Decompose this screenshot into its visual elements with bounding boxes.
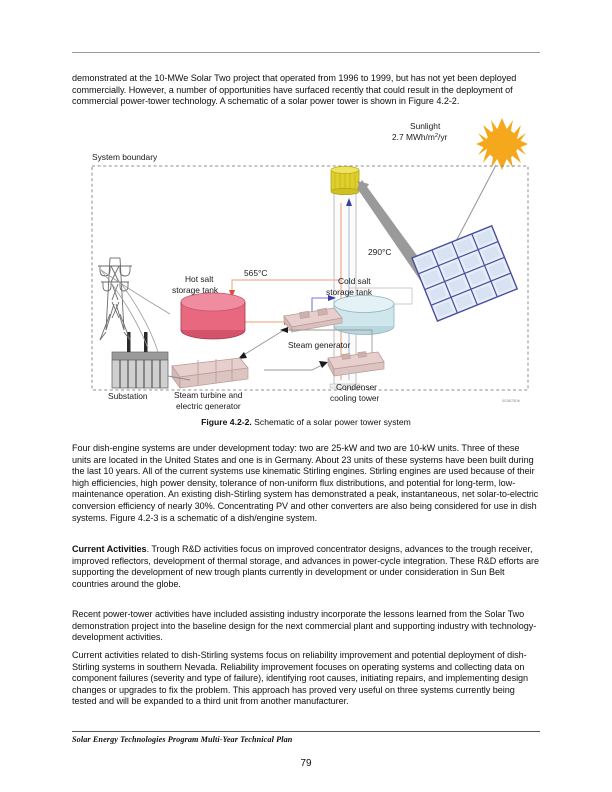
label-steam-generator: Steam generator (288, 340, 351, 350)
figure-solar-power-tower (72, 118, 540, 410)
figure-caption (72, 417, 540, 427)
current-activities-heading: Current Activities (72, 544, 147, 554)
paragraph-intro: demonstrated at the 10-MWe Solar Two project that operated from 1996 to 1999, but has not yet been deployed commercially. However, a number of opportunities have surfaced recently that could result in the deployment of commercial power-tower technology. A schematic of a solar power tower is shown in Figure 4.2-2. (72, 73, 517, 107)
label-condenser-2: cooling tower (330, 393, 380, 403)
hot-salt-storage-tank (181, 293, 245, 339)
label-turbine-1: Steam turbine and (174, 390, 243, 400)
label-cold-salt-2: storage tank (326, 287, 373, 297)
label-sunlight: Sunlight (410, 121, 441, 131)
steam-turbine-generator (172, 358, 248, 388)
label-hot-salt-2: storage tank (172, 285, 219, 295)
label-temp-hot: 565°C (244, 268, 268, 278)
label-system-boundary: System boundary (92, 152, 158, 162)
cold-salt-storage-tank (334, 296, 394, 335)
header-divider (72, 52, 540, 53)
paragraph-power-tower-activities: Recent power-tower activities have included assisting industry incorporate the lessons learned from the Solar Two demonstration project into the baseline design for the next commercial plant and supporting industry with technology-development activities. (72, 609, 537, 643)
page-number: 79 (300, 758, 312, 769)
figure-caption-label: Figure 4.2-2. (201, 417, 252, 427)
current-activities-body: . Trough R&D activities focus on improved concentrator designs, advances to the trough receiver, improved reflectors, development of thermal storage, and advances in power-cycle integration. These R&D efforts are supporting the development of new trough plants currently in development or under consideration in Sun Belt countries around the globe. (72, 544, 540, 589)
steam-generator-unit (284, 308, 342, 332)
heliostat-mirror (412, 226, 517, 321)
label-turbine-2: electric generator (176, 401, 241, 410)
substation-unit (112, 332, 168, 388)
label-substation: Substation (108, 391, 148, 401)
label-condenser-1: Condenser (336, 382, 377, 392)
label-hot-salt-1: Hot salt (185, 274, 214, 284)
paragraph-current-activities (72, 544, 540, 590)
paragraph-dish-engine: Four dish-engine systems are under development today: two are 25-kW and two are 10-kW units. Three of these units are located in the United States and one is in Germany. About 23 units of these systems have been built during the last 10 years. All of the current systems use kinematic Stirling engines. Stirling engines are used because of their high efficiencies, high power density, tolerance of non-uniform flux distributions, and potential for long-term, low-maintenance operation. An existing dish-Stirling system has demonstrated a peak, instantaneous, net solar-to-electric conversion efficiency of nearly 30%. Concentrating PV and other converters are also being considered for use in dish systems. Figure 4.2-3 is a schematic of a dish/engine system. (72, 443, 539, 523)
receiver-icon (331, 166, 359, 194)
footer-divider (72, 731, 540, 732)
label-sunlight-value: 2.7 MWh/$m^2/yr$ (392, 132, 448, 142)
figure-image-id: 0036750# (502, 398, 520, 403)
transmission-tower (98, 258, 132, 340)
label-temp-cold: 290°C (368, 247, 392, 257)
paragraph-dish-stirling-activities: Current activities related to dish-Stirling systems focus on reliability improvement and potential deployment of dish-Stirling systems in southern Nevada. Reliability improvement focuses on operating systems and collecting data on component failures (severity and type of failure), identifying root causes, initiating repairs, and implementing design changes or upgrades to fix the problem. This approach has proved very useful on three systems currently being tested and will be expanded to a third unit from another manufacturer. (72, 650, 529, 707)
label-cold-salt-1: Cold salt (338, 276, 371, 286)
sun-icon (476, 118, 528, 170)
footer-title: Solar Energy Technologies Program Multi-Year Technical Plan (72, 735, 293, 744)
figure-caption-text: Schematic of a solar power tower system (251, 417, 411, 427)
